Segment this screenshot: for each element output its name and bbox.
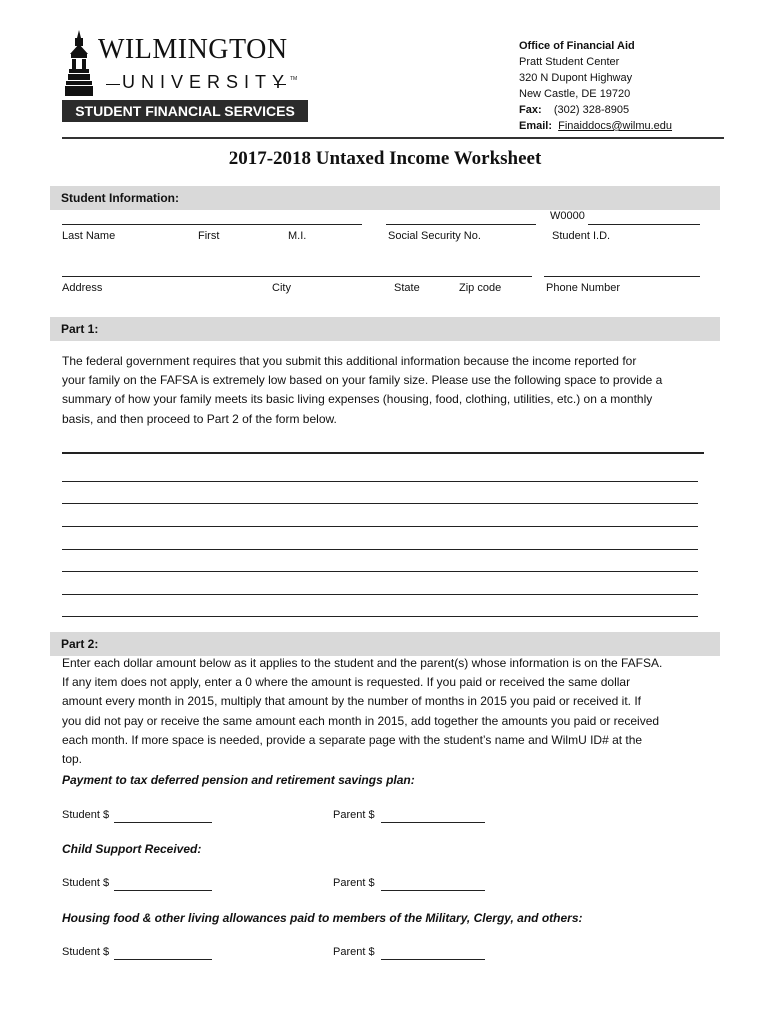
housing-parent-field[interactable] [381, 959, 485, 960]
university-logo [62, 28, 308, 124]
logo-divider [274, 84, 286, 85]
part1-line: basis, and then proceed to Part 2 of the form below. [62, 411, 337, 426]
child-support-student-field[interactable] [114, 890, 212, 891]
summary-line[interactable] [62, 571, 698, 572]
logo-name: WILMINGTON [98, 34, 288, 65]
name-field[interactable] [62, 224, 362, 225]
student-info-heading: Student Information: [61, 191, 179, 205]
pension-parent-field[interactable] [381, 822, 485, 823]
address-label: Address [62, 282, 103, 294]
part1-line: summary of how your family meets its basic living expenses (housing, food, clothing, utilities, etc.) on a monthly [62, 392, 653, 407]
first-name-label: First [198, 230, 220, 242]
summary-line[interactable] [62, 549, 698, 550]
part2-heading: Part 2: [61, 637, 99, 651]
ssn-field[interactable] [386, 224, 536, 225]
part2-line: you did not pay or receive the same amount each month in 2015, add together the amounts you paid or received [62, 713, 660, 728]
email-label: Email: [519, 120, 553, 132]
email-link[interactable]: Finaiddocs@wilmu.edu [558, 120, 673, 132]
pension-student-field[interactable] [114, 822, 212, 823]
summary-line[interactable] [62, 526, 698, 527]
pension-label: Payment to tax deferred pension and retirement savings plan: [62, 773, 415, 787]
phone-label: Phone Number [546, 282, 620, 294]
pension-student-label: Student $ [62, 809, 110, 821]
part1-heading: Part 1: [61, 322, 99, 336]
part1-instructions [62, 352, 722, 429]
address-field[interactable] [62, 276, 532, 277]
logo-divider [106, 84, 120, 85]
last-name-label: Last Name [62, 230, 116, 242]
fax-label: Fax: [519, 104, 542, 116]
office-name: Office of Financial Aid [519, 40, 635, 52]
student-id-label: Student I.D. [552, 230, 611, 242]
part2-line: amount every month in 2015, multiply that amount by the number of months in 2015 you paid or received it. If [62, 694, 641, 709]
part2-instructions [62, 654, 722, 769]
child-support-parent-field[interactable] [381, 890, 485, 891]
student-info-section [50, 186, 720, 210]
summary-line[interactable] [62, 503, 698, 504]
city-label: City [272, 282, 291, 294]
summary-line[interactable] [62, 616, 698, 617]
state-label: State [394, 282, 420, 294]
page-title: 2017-2018 Untaxed Income Worksheet [228, 148, 542, 169]
logo-banner: STUDENT FINANCIAL SERVICES [62, 100, 308, 122]
office-city: New Castle, DE 19720 [519, 88, 631, 100]
phone-field[interactable] [544, 276, 700, 277]
fax-row [519, 102, 672, 118]
housing-parent-label: Parent $ [333, 946, 375, 958]
part1-line: The federal government requires that you submit this additional information because the income reported for [62, 354, 637, 368]
summary-line[interactable] [62, 481, 698, 482]
header-divider [62, 137, 724, 139]
logo-trademark: TM [290, 76, 298, 82]
summary-line[interactable] [62, 452, 704, 454]
housing-allowance-label: Housing food & other living allowances paid to members of the Military, Clergy, and others: [62, 911, 583, 925]
ssn-label: Social Security No. [388, 230, 481, 242]
office-street: 320 N Dupont Highway [519, 72, 633, 84]
logo-university: UNIVERSITY [122, 72, 291, 92]
mi-label: M.I. [288, 230, 307, 242]
child-support-parent-label: Parent $ [333, 877, 375, 889]
student-id-field[interactable] [588, 224, 700, 225]
tower-icon [64, 28, 94, 98]
part2-line: each month. If more space is needed, provide a separate page with the student’s name and WilmU ID# at the [62, 732, 643, 747]
office-building: Pratt Student Center [519, 56, 620, 68]
part1-section [50, 317, 720, 341]
office-contact [519, 38, 672, 134]
summary-line[interactable] [62, 594, 698, 595]
pension-parent-label: Parent $ [333, 809, 375, 821]
housing-student-label: Student $ [62, 946, 110, 958]
part2-section [50, 632, 720, 656]
part2-line: Enter each dollar amount below as it applies to the student and the parent(s) whose information is on the FAFSA. [62, 656, 663, 670]
zip-label: Zip code [459, 282, 502, 294]
part2-line: If any item does not apply, enter a 0 where the amount is requested. If you paid or received the same dollar [62, 675, 631, 690]
part2-line: top. [62, 752, 83, 767]
email-row [519, 118, 672, 134]
fax-value: (302) 328-8905 [553, 104, 630, 116]
housing-student-field[interactable] [114, 959, 212, 960]
child-support-label: Child Support Received: [62, 842, 202, 856]
student-id-prefix: W0000 [550, 210, 585, 222]
child-support-student-label: Student $ [62, 877, 110, 889]
part1-line: your family on the FAFSA is extremely low based on your family size. Please use the following space to provide a [62, 373, 663, 388]
